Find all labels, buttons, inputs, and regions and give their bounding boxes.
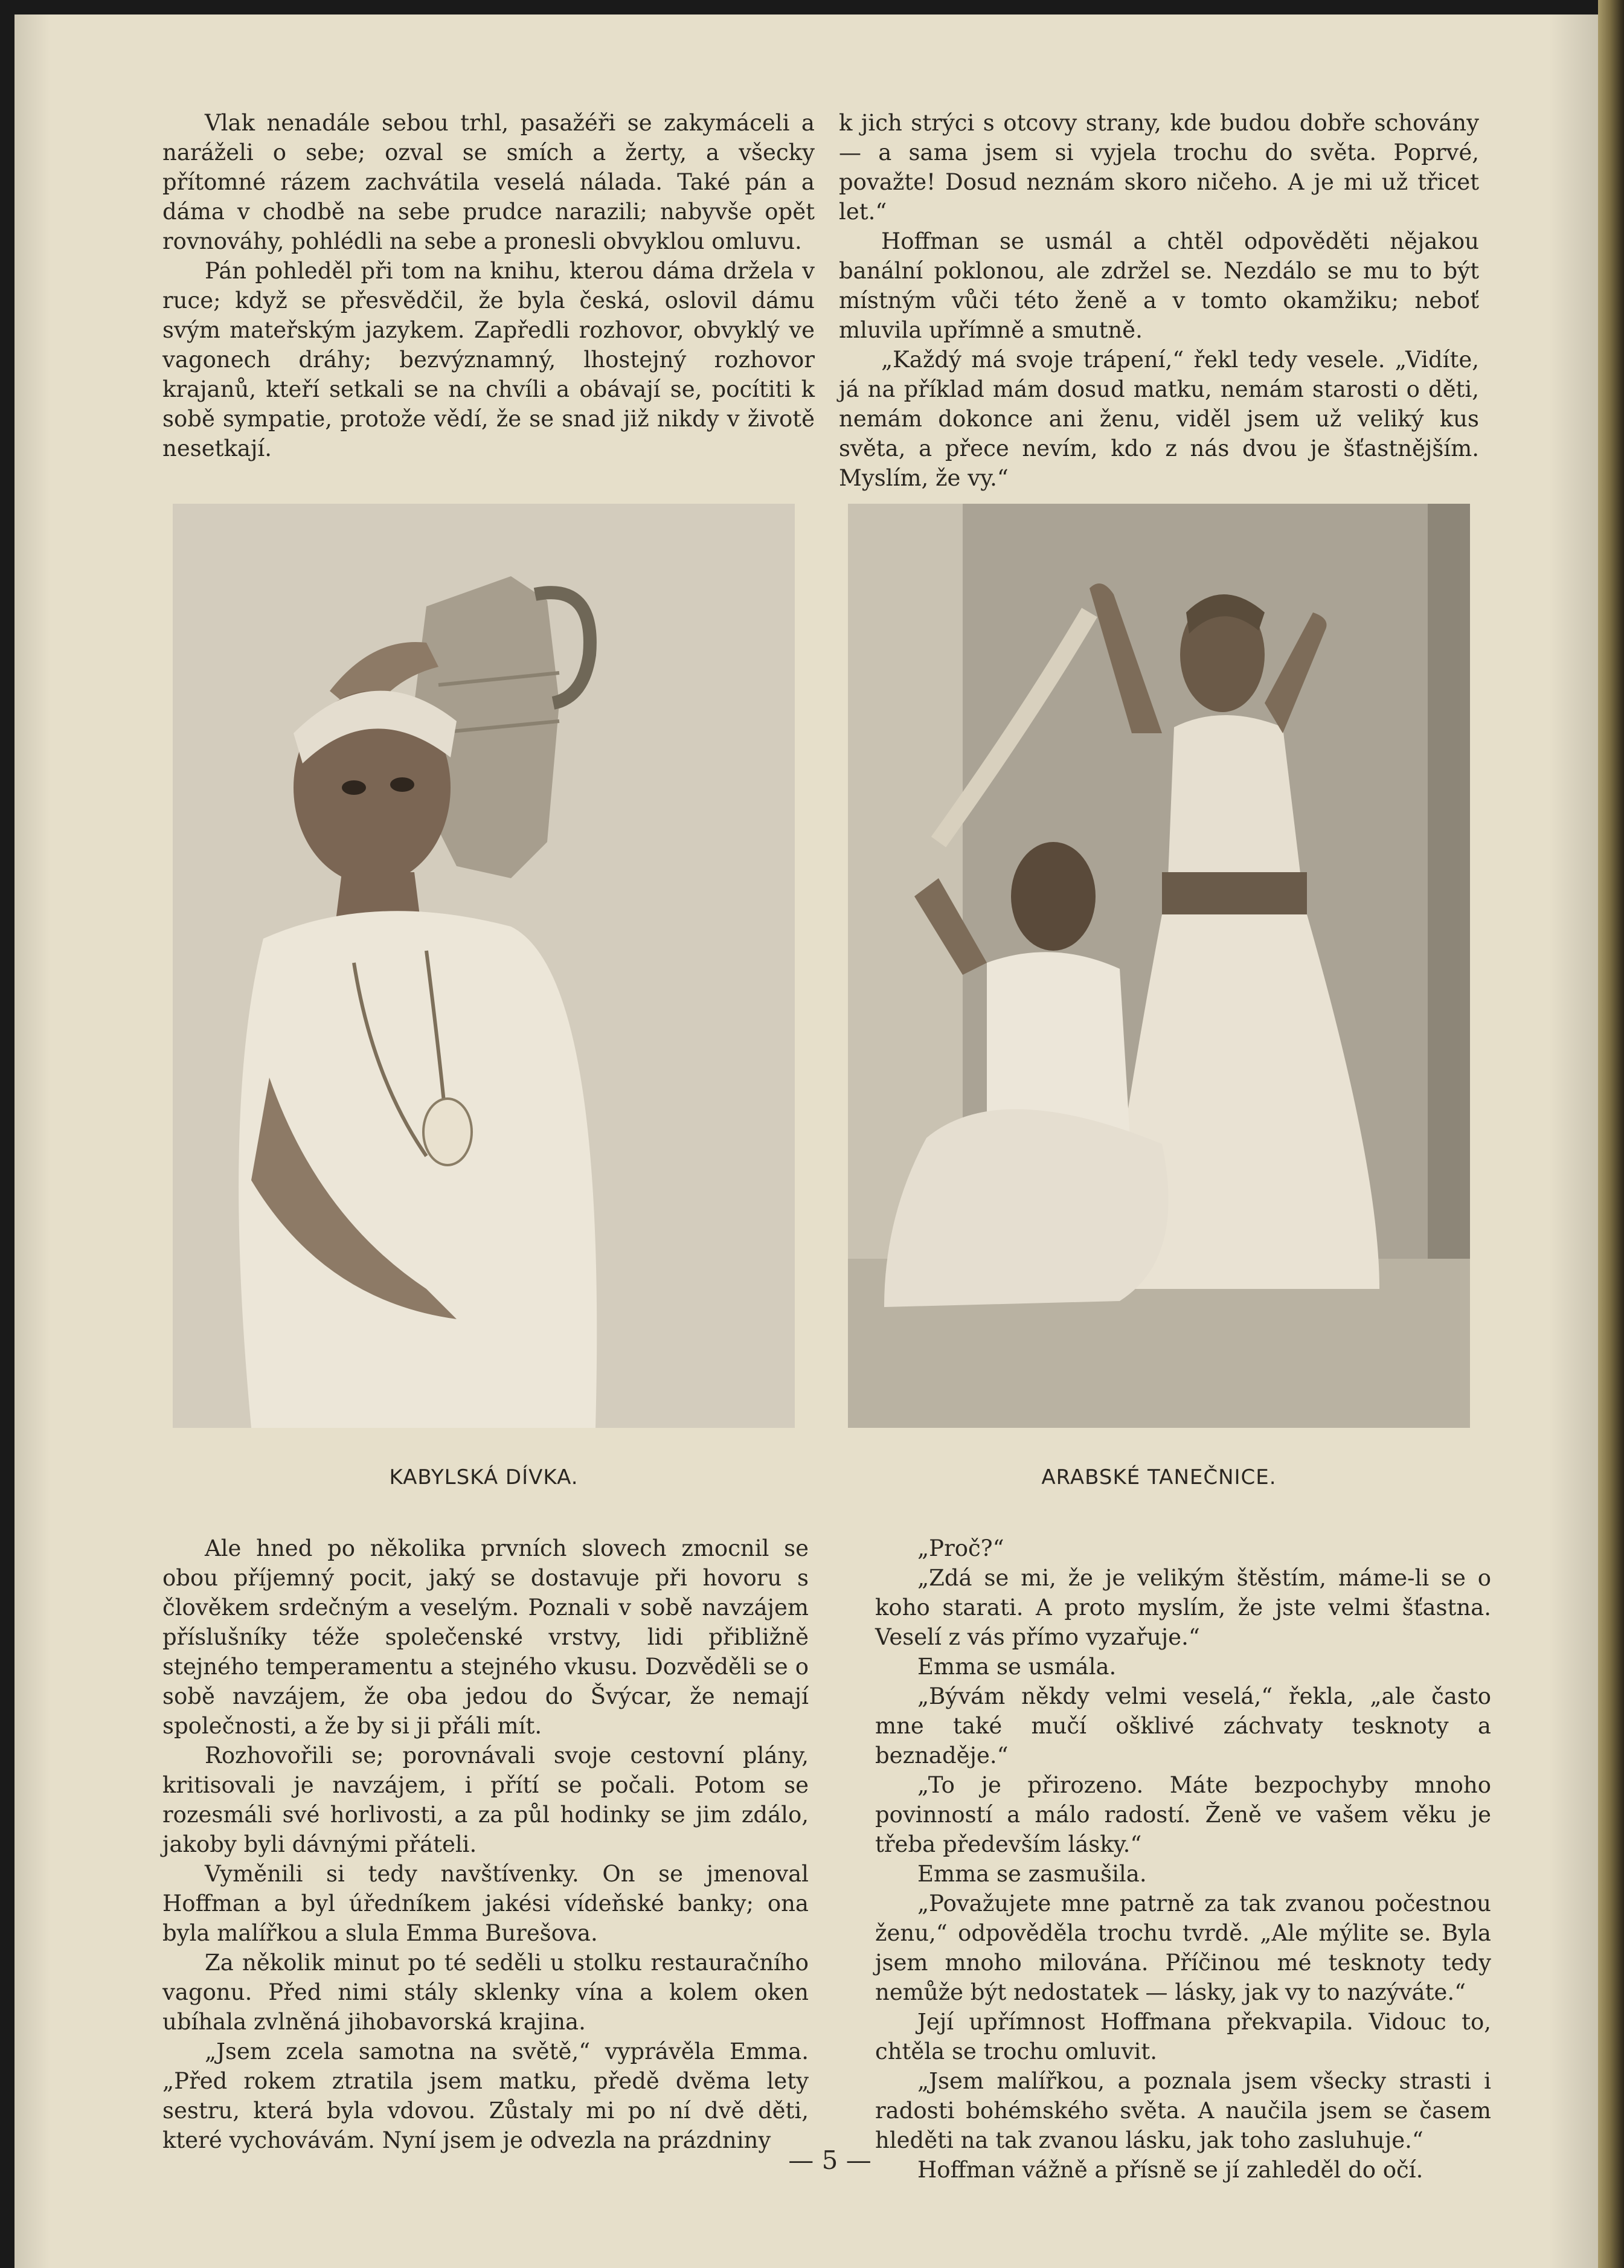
paragraph: „Každý má svoje trápení,“ řekl tedy vesele. „Vidíte, já na příklad mám dosud matku, nemám starosti o děti, nemám dokonce ani ženu, viděl jsem už veliký kus světa, a přece nevím, kdo z nás dvou je šťastnějším. Myslím, že vy.“ — [839, 347, 1479, 491]
photo-kabyle-girl-illustration — [173, 504, 795, 1428]
caption-right: ARABSKÉ TANEČNICE. — [1041, 1465, 1277, 1489]
paragraph: Vyměnili si tedy navštívenky. On se jmenoval Hoffman a byl úředníkem jakési vídeňské banky; ona byla malířkou a slula Emma Burešova. — [162, 1861, 809, 1946]
caption-left: KABYLSKÁ DÍVKA. — [389, 1465, 579, 1489]
magazine-page — [14, 14, 1598, 2268]
paragraph: Její upřímnost Hoffmana překvapila. Vidouc to, chtěla se trochu omluvit. — [875, 2009, 1491, 2064]
paragraph: Hoffman se usmál a chtěl odpověděti nějakou banální poklonou, ale zdržel se. Nezdálo se mu to být místným vůči této ženě a v tomto okamžiku; neboť mluvila upřímně a smutně. — [839, 228, 1479, 343]
photo-arab-dancers-illustration — [848, 504, 1470, 1428]
paragraph: „Považujete mne patrně za tak zvanou počestnou ženu,“ odpověděla trochu tvrdě. „Ale mýlite se. Byla jsem mnoho milována. Příčinou mé tesknoty tedy nemůže být nedostatek — lásky, jak vy to nazýváte.“ — [875, 1891, 1491, 2005]
paragraph: „Jsem zcela samotna na světě,“ vyprávěla Emma. „Před rokem ztratila jsem matku, předě dvěma lety sestru, která byla vdovou. Zůstaly mi po ní dvě děti, které vychovávám. Nyní jsem je odvezla na prázdniny — [162, 2038, 809, 2153]
paragraph: Za několik minut po té seděli u stolku restauračního vagonu. Před nimi stály sklenky vína a kolem oken ubíhala zvlněná jihobavorská krajina. — [162, 1950, 809, 2035]
paragraph: Vlak nenadále sebou trhl, pasažéři se zakymáceli a naráželi o sebe; ozval se smích a žerty, a všecky přítomné rázem zachvátila veselá nálada. Také pán a dáma v chodbě na sebe prudce narazili; nabyvše opět rovnováhy, pohlédli na sebe a pronesli obvyklou omluvu. — [162, 110, 815, 254]
paragraph: „Zdá se mi, že je velikým štěstím, máme-li se o koho starati. A proto myslím, že jste velmi šťastna. Veselí z vás přímo vyzařuje.“ — [875, 1565, 1491, 1650]
paragraph: „Proč?“ — [917, 1535, 1004, 1561]
text-column-top-right — [839, 108, 1479, 493]
paragraph: Emma se zasmušila. — [917, 1861, 1147, 1887]
page-number: — 5 — — [788, 2145, 871, 2175]
paragraph: k jich strýci s otcovy strany, kde budou dobře schovány — a sama jsem si vyjela trochu do světa. Poprvé, považte! Dosud neznám skoro ničeho. A je mi už třicet let.“ — [839, 110, 1479, 225]
paragraph: „To je přirozeno. Máte bezpochyby mnoho povinností a málo radostí. Ženě ve vašem věku je třeba především lásky.“ — [875, 1772, 1491, 1857]
paragraph: „Jsem malířkou, a poznala jsem všecky strasti i radosti bohémského světa. A naučila jsem se časem hleděti na tak zvanou lásku, jak toho zasluhuje.“ — [875, 2068, 1491, 2153]
photo-arab-dancers — [848, 504, 1470, 1428]
paragraph: „Bývám někdy velmi veselá,“ řekla, „ale často mne také mučí ošklivé záchvaty tesknoty a beznaděje.“ — [875, 1683, 1491, 1768]
paragraph: Ale hned po několika prvních slovech zmocnil se obou příjemný pocit, jaký se dostavuje při hovoru s člověkem srdečným a veselým. Poznali v sobě navzájem příslušníky téže společenské vrstvy, lidi přibližně stejného temperamentu a stejného vkusu. Dozvěděli se o sobě navzájem, že oba jedou do Švýcar, že nemají společnosti, a že by si ji přáli mít. — [162, 1535, 809, 1739]
paragraph: Pán pohleděl při tom na knihu, kterou dáma držela v ruce; když se přesvědčil, že byla česká, oslovil dámu svým mateřským jazykem. Zapředli rozhovor, obvyklý ve vagonech dráhy; bezvýznamný, lhostejný rozhovor krajanů, kteří setkali se na chvíli a obávají se, pocítiti k sobě sympatie, protože vědí, že se snad již nikdy v životě nesetkají. — [162, 258, 815, 461]
text-column-bottom-left — [162, 1534, 809, 2155]
book-binding — [1598, 0, 1624, 2268]
text-column-bottom-right — [875, 1534, 1491, 2185]
text-column-top-left — [162, 108, 815, 463]
paragraph: Rozhovořili se; porovnávali svoje cestovní plány, kritisovali je navzájem, i přítí se počali. Potom se rozesmáli své horlivosti, a za půl hodinky se jim zdálo, jakoby byli dávnými přáteli. — [162, 1743, 809, 1857]
paragraph: Hoffman vážně a přísně se jí zahleděl do očí. — [917, 2157, 1423, 2183]
paragraph: Emma se usmála. — [917, 1654, 1117, 1680]
photo-kabyle-girl — [173, 504, 795, 1428]
